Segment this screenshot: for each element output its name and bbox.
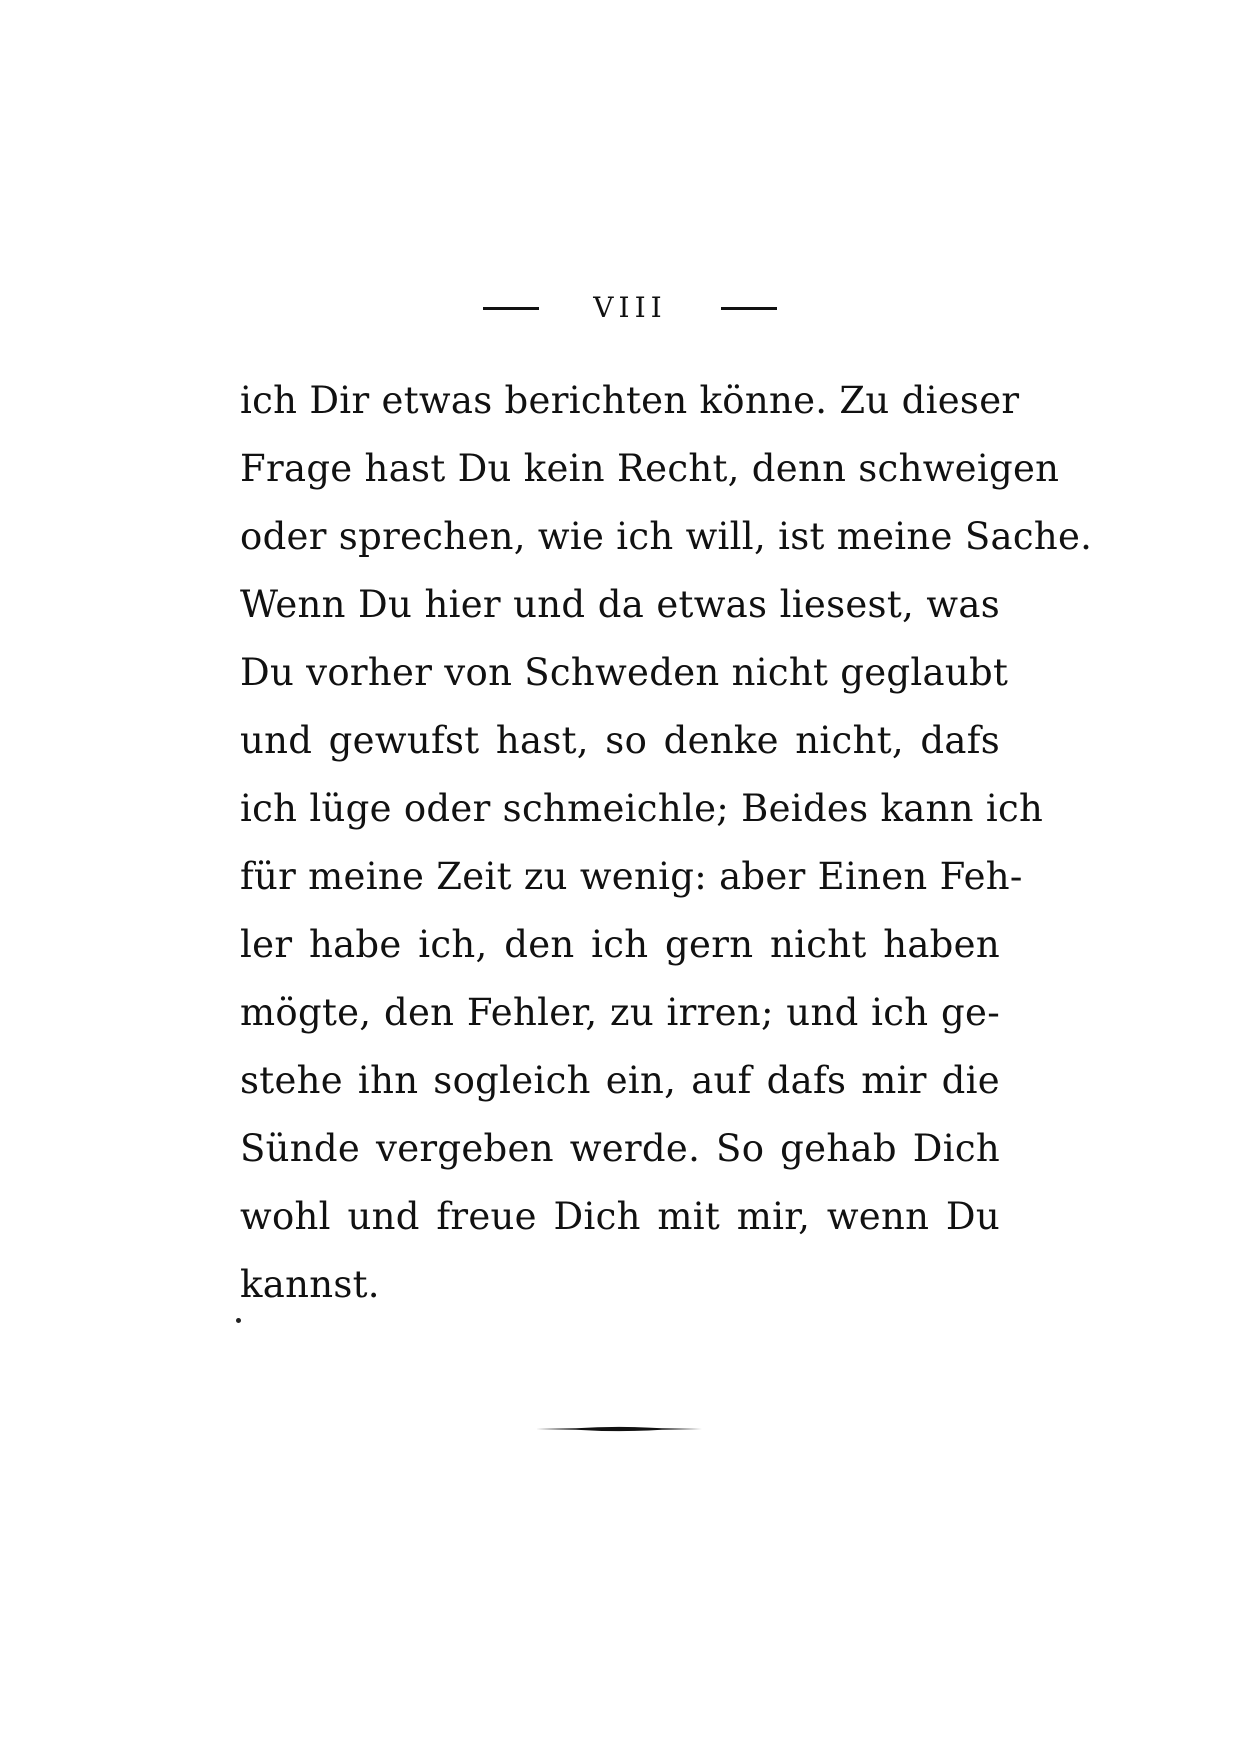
ink-speck <box>236 1318 241 1323</box>
text-line: ler habe ich, den ich gern nicht haben <box>240 923 1000 966</box>
page-number: VIII <box>593 291 667 324</box>
text-line: ich lüge oder schmeichle; Beides kann ich <box>240 787 1044 830</box>
text-line: für meine Zeit zu wenig: aber Einen Feh- <box>240 855 1023 898</box>
text-line: stehe ihn sogleich ein, auf dafs mir die <box>240 1059 1000 1102</box>
header-dash-left <box>483 307 539 310</box>
text-line: kannst. <box>240 1263 380 1306</box>
text-line: mögte, den Fehler, zu irren; und ich ge- <box>240 991 1000 1034</box>
text-line: Sünde vergeben werde. So gehab Dich <box>240 1127 1000 1170</box>
text-line: wohl und freue Dich mit mir, wenn Du <box>240 1195 1000 1238</box>
text-line: und gewufst hast, so denke nicht, dafs <box>240 719 1000 762</box>
text-line: Frage hast Du kein Recht, denn schweigen <box>240 447 1060 490</box>
text-line: Du vorher von Schweden nicht geglaubt <box>240 651 1009 694</box>
text-line: oder sprechen, wie ich will, ist meine Sache. <box>240 515 1093 558</box>
body-text <box>240 367 1093 1319</box>
end-ornament-rule <box>536 1424 702 1434</box>
page-header <box>470 288 790 328</box>
header-dash-right <box>721 307 777 310</box>
text-line: ich Dir etwas berichten könne. Zu dieser <box>240 379 1020 422</box>
text-line: Wenn Du hier und da etwas liesest, was <box>240 583 1000 626</box>
